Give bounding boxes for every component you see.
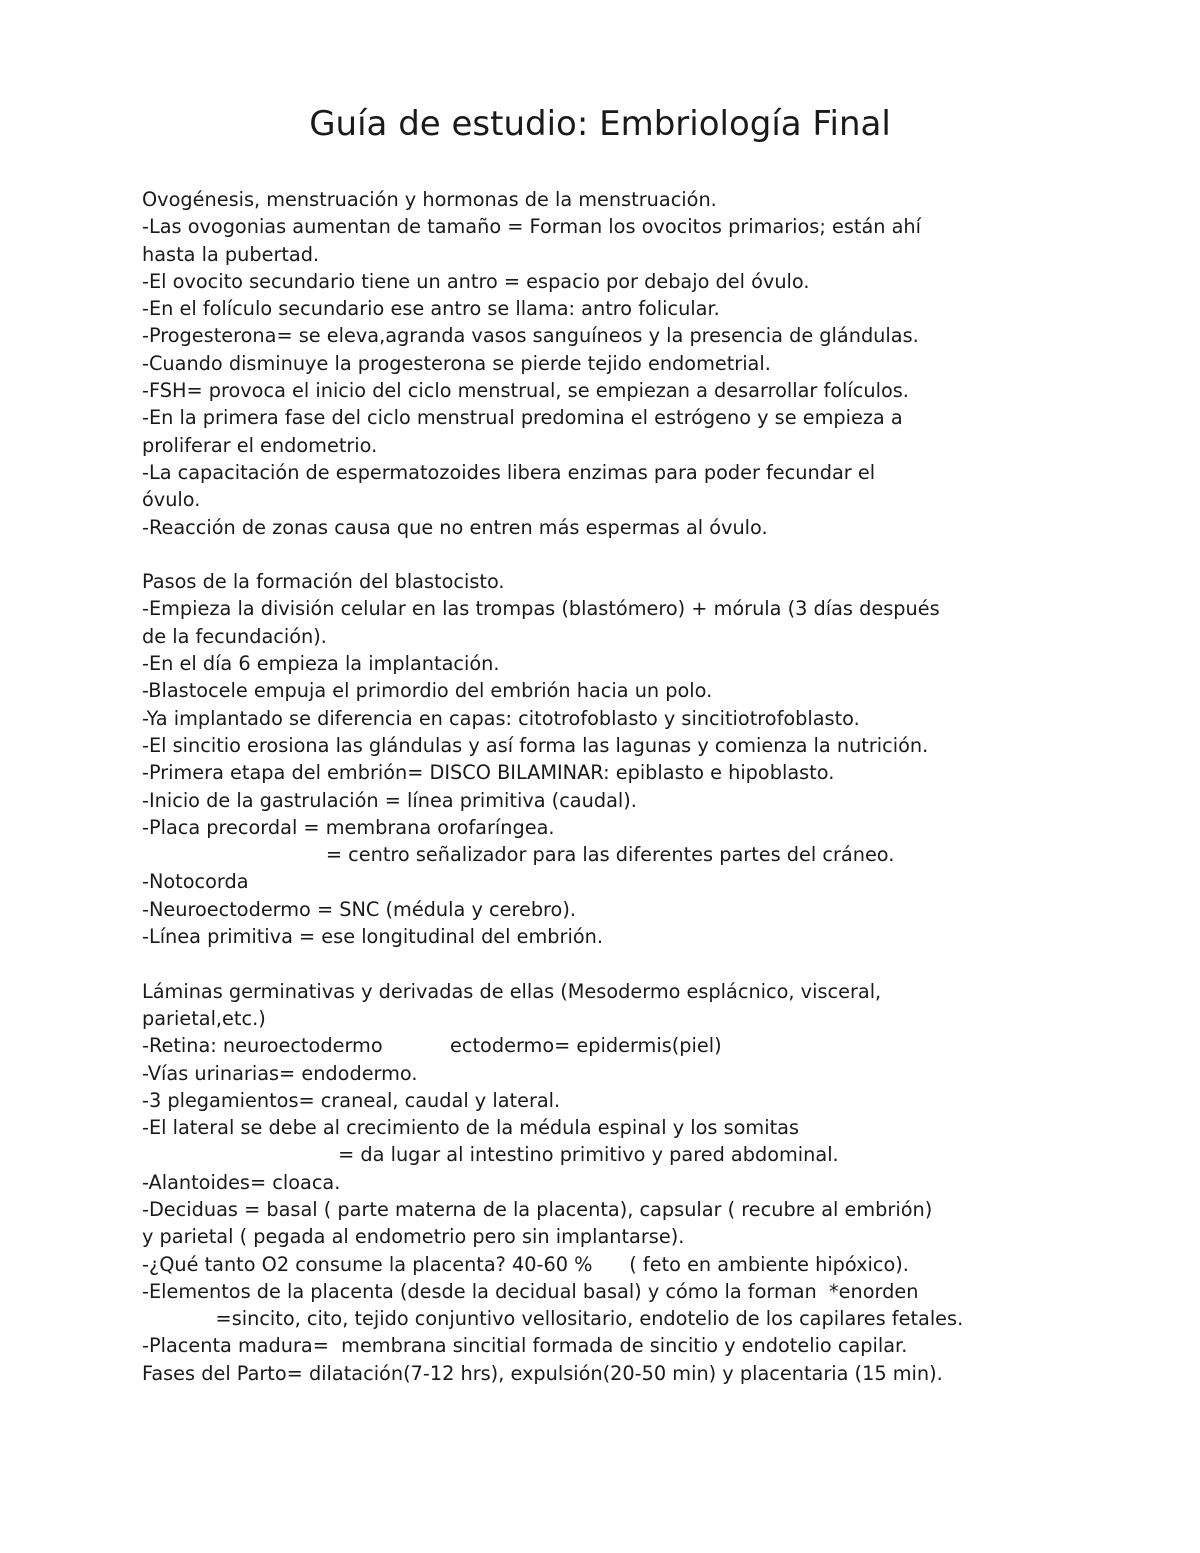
section-heading: Ovogénesis, menstruación y hormonas de la menstruación. [142, 188, 717, 211]
text-line: -Empieza la división celular en las trompas (blastómero) + mórula (3 días después [142, 597, 940, 621]
text-line: -Cuando disminuye la progesterona se pierde tejido endometrial. [142, 351, 771, 375]
section-heading: Láminas germinativas y derivadas de ellas (Mesodermo esplácnico, visceral, [142, 979, 882, 1003]
text-line: -Placenta madura= membrana sincitial formada de sincitio y endotelio capilar. [142, 1334, 908, 1358]
section-spacer [142, 950, 1102, 977]
text-line: -Deciduas = basal ( parte materna de la placenta), capsular ( recubre al embrión) [142, 1197, 933, 1221]
text-line: =sincito, cito, tejido conjuntivo vellositario, endotelio de los capilares fetales. [142, 1307, 964, 1331]
text-line: y parietal ( pegada al endometrio pero sin implantarse). [142, 1225, 685, 1249]
text-line: Fases del Parto= dilatación(7-12 hrs), expulsión(20-50 min) y placentaria (15 min). [142, 1361, 943, 1385]
text-line: -FSH= provoca el inicio del ciclo menstrual, se empiezan a desarrollar folículos. [142, 379, 909, 403]
text-line: -Blastocele empuja el primordio del embrión hacia un polo. [142, 679, 713, 703]
text-line: -En el folículo secundario ese antro se llama: antro folicular. [142, 297, 720, 321]
text-line: proliferar el endometrio. [142, 433, 378, 457]
text-line: parietal,etc.) [142, 1006, 266, 1030]
text-line: hasta la pubertad. [142, 242, 320, 266]
text-line: de la fecundación). [142, 624, 327, 648]
text-line: -El lateral se debe al crecimiento de la médula espinal y los somitas [142, 1116, 799, 1140]
section-heading: Pasos de la formación del blastocisto. [142, 570, 505, 594]
text-line: -Neuroectodermo = SNC (médula y cerebro). [142, 897, 577, 921]
text-line: -En la primera fase del ciclo menstrual predomina el estrógeno y se empieza a [142, 406, 903, 430]
text-line: -Primera etapa del embrión= DISCO BILAMINAR: epiblasto e hipoblasto. [142, 761, 835, 785]
text-line: -El ovocito secundario tiene un antro = espacio por debajo del óvulo. [142, 269, 810, 293]
text-line: = centro señalizador para las diferentes partes del cráneo. [142, 843, 895, 867]
text-line: = da lugar al intestino primitivo y pared abdominal. [142, 1143, 839, 1167]
text-line: -Placa precordal = membrana orofaríngea. [142, 815, 555, 839]
text-line: -Progesterona= se eleva,agranda vasos sanguíneos y la presencia de glándulas. [142, 324, 919, 348]
text-line: -Elementos de la placenta (desde la decidual basal) y cómo la forman *enorden [142, 1279, 919, 1303]
text-line: -Ya implantado se diferencia en capas: citotrofoblasto y sincitiotrofoblasto. [142, 706, 860, 730]
text-line: -Inicio de la gastrulación = línea primitiva (caudal). [142, 788, 637, 812]
text-line: -3 plegamientos= craneal, caudal y lateral. [142, 1088, 561, 1112]
section-spacer [142, 541, 1102, 568]
text-line: -Reacción de zonas causa que no entren más espermas al óvulo. [142, 515, 768, 539]
text-line: -Retina: neuroectodermo ectodermo= epidermis(piel) [142, 1034, 722, 1058]
text-line: -El sincitio erosiona las glándulas y así forma las lagunas y comienza la nutrición. [142, 733, 929, 757]
text-line: -En el día 6 empieza la implantación. [142, 652, 500, 676]
text-line: -Vías urinarias= endodermo. [142, 1061, 418, 1085]
text-line: -Las ovogonias aumentan de tamaño = Forman los ovocitos primarios; están ahí [142, 215, 922, 239]
page-title: Guía de estudio: Embriología Final [309, 104, 891, 144]
text-line: -Notocorda [142, 870, 249, 894]
text-line: -La capacitación de espermatozoides libera enzimas para poder fecundar el [142, 460, 876, 484]
text-line: óvulo. [142, 488, 201, 512]
document-body [142, 186, 1102, 1387]
text-line: -Línea primitiva = ese longitudinal del embrión. [142, 925, 603, 949]
text-line: -Alantoides= cloaca. [142, 1170, 341, 1194]
text-line: -¿Qué tanto O2 consume la placenta? 40-60 % ( feto en ambiente hipóxico). [142, 1252, 909, 1276]
